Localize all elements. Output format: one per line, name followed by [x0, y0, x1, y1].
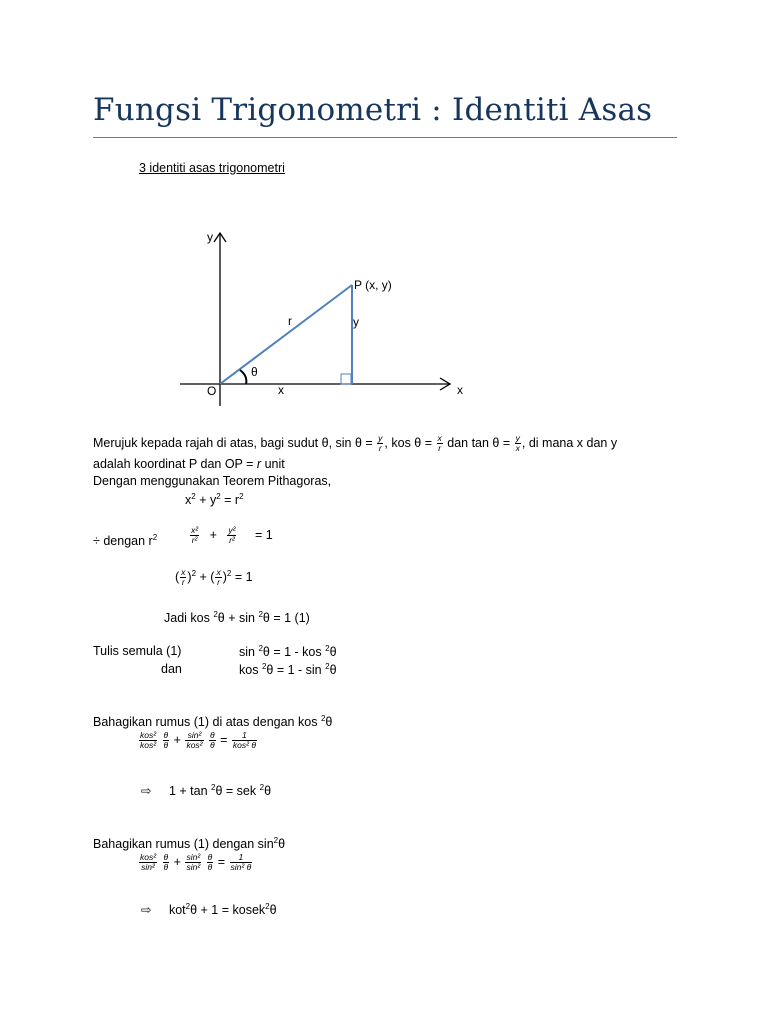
divide-equation: $\frac{\text{x²}}{\text{r²}}$ + $\frac{\text{y²}}{\text{r²}}$ = 1: [191, 525, 273, 545]
angle-label: θ: [251, 365, 258, 379]
arrow-icon: ⇨: [141, 903, 152, 917]
point-label: P (x, y): [354, 278, 392, 292]
fraction-x-over-r: $\frac{x}{r}$: [437, 433, 442, 453]
identity-3: ⇨ kot$^2$θ + 1 = kosek$^2$θ: [141, 902, 277, 917]
y-axis-label: y: [207, 230, 213, 244]
hypotenuse-label: r: [288, 314, 292, 328]
page-title: Fungsi Trigonometri : Identiti Asas: [93, 92, 653, 128]
divide-by-sin-equation: kos² sin² $\frac{\theta}{\theta}$ + $\frac{\text{sin²}}{\text{sin²}}$ $\frac{\theta}{\theta}$ = $\frac{1}{\text{sin² θ}}$: [140, 852, 252, 872]
arrow-icon: ⇨: [141, 784, 152, 798]
divide-label: ÷ dengan $r^2$: [93, 533, 158, 548]
rewrite-dan: dan: [161, 662, 182, 676]
rewrite-label: Tulis semula (1): [93, 644, 182, 658]
rewrite-line-2: kos $^2$θ = 1 - sin $^2$θ: [239, 662, 337, 677]
fraction-y2-over-r2: $\frac{\text{y²}}{\text{r²}}$: [228, 525, 236, 545]
identity-2: ⇨ 1 + tan $^2$θ = sek $^2$θ: [141, 783, 272, 798]
right-angle-mark: [341, 374, 351, 384]
pythagoras-equation: $x^2 + y^2 = r^2$: [185, 492, 244, 507]
squared-step: ( $\frac{x}{r}$ )$^2$ + ( $\frac{x}{r}$ )$^2$ = 1: [175, 567, 253, 587]
text: Merujuk kepada rajah di atas, bagi sudut θ, sin θ =: [93, 435, 373, 450]
hypotenuse-line: [220, 285, 352, 384]
adjacent-label: x: [278, 383, 284, 397]
identity-1: Jadi kos $^2$θ + sin $^2$θ = 1 (1): [164, 610, 310, 625]
divide-by-kos-equation: kos² kos² $\frac{\theta}{\theta}$ + sin² kos² $\frac{\theta}{\theta}$ = 1 kos² θ: [140, 730, 256, 750]
rewrite-line-1: sin $^2$θ = 1 - kos $^2$θ: [239, 644, 337, 659]
x-axis-label: x: [457, 383, 463, 397]
origin-label: O: [207, 384, 217, 398]
triangle-diagram: [0, 0, 768, 420]
section-heading: 3 identiti asas trigonometri: [139, 161, 285, 175]
text: , kos θ =: [384, 435, 433, 450]
divide-by-kos-heading: Bahagikan rumus (1) di atas dengan kos $^2$θ: [93, 714, 333, 729]
opposite-label: y: [353, 315, 359, 329]
fraction-x2-over-r2: $\frac{\text{x²}}{\text{r²}}$: [191, 525, 199, 545]
angle-arc: [240, 370, 246, 384]
paragraph-line-1: [93, 434, 617, 453]
divide-by-sin-heading: Bahagikan rumus (1) dengan $\sin^2\theta$: [93, 836, 286, 851]
fraction-y-over-x: $\frac{y}{x}$: [515, 433, 520, 453]
paragraph-line-2: adalah koordinat P dan OP = r unit: [93, 457, 285, 471]
paragraph-line-3: Dengan menggunakan Teorem Pithagoras,: [93, 474, 332, 488]
text: dan tan θ =: [447, 435, 511, 450]
fraction-y-over-r: $\frac{y}{r}$: [378, 433, 383, 453]
text: , di mana x dan y: [521, 435, 618, 450]
